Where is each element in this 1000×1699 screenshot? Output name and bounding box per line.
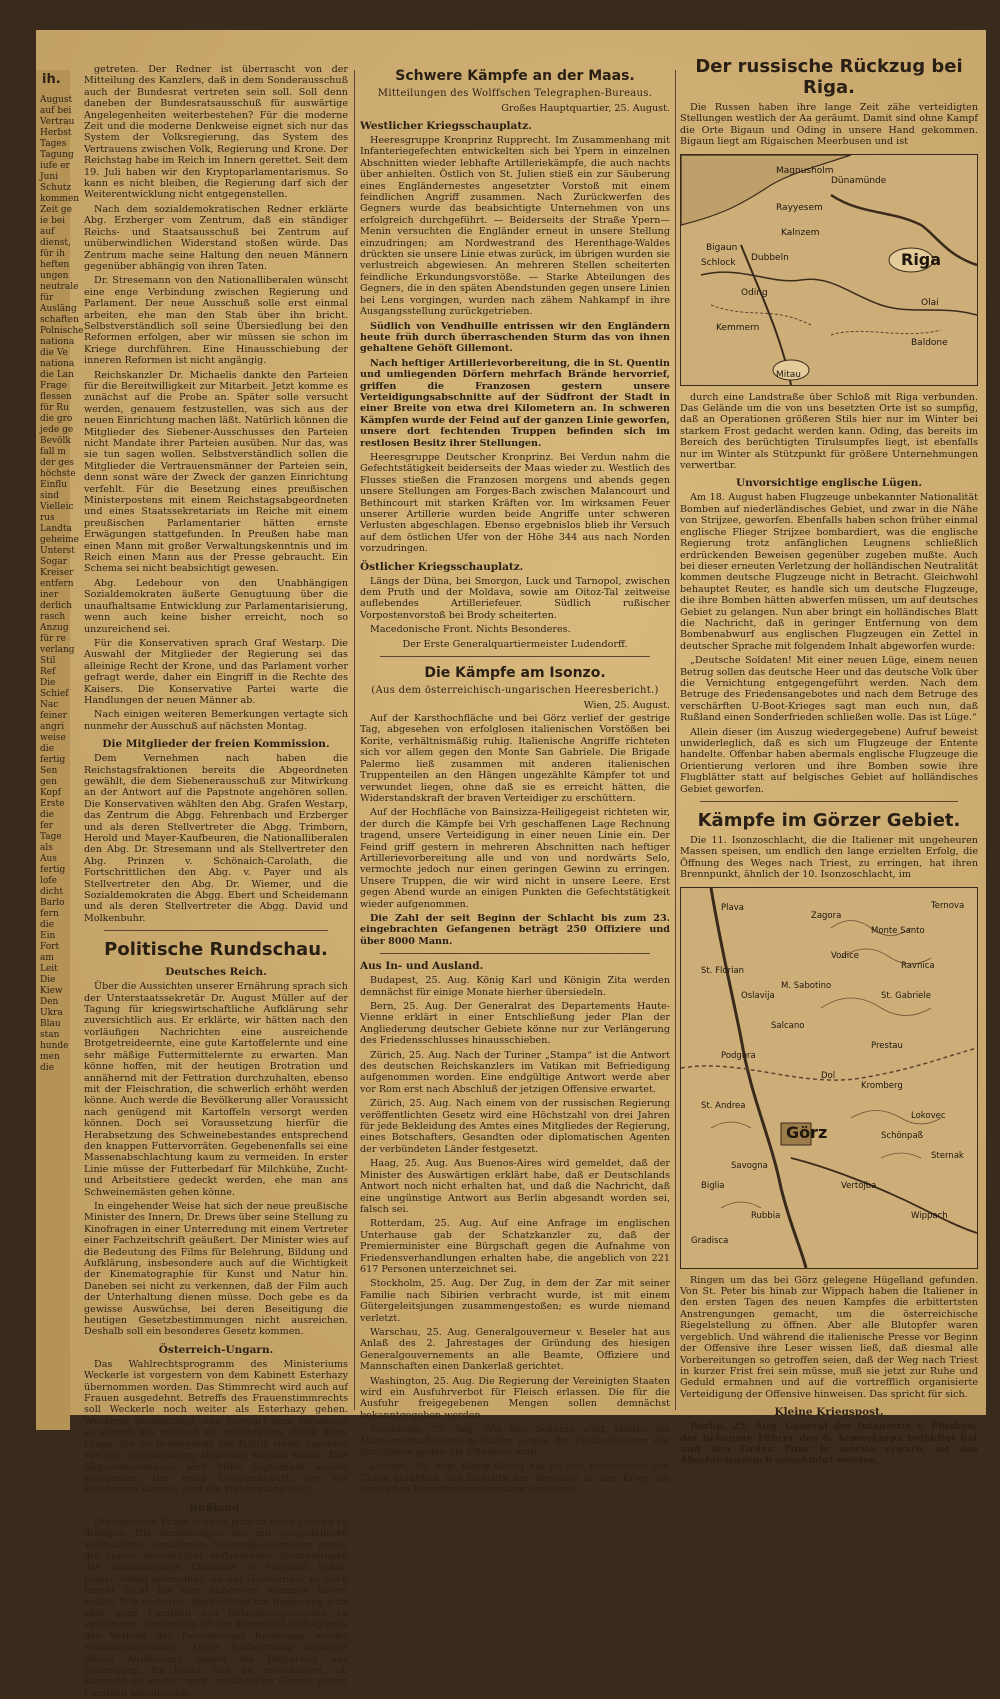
section-subtitle: Kleine Kriegspost. (774, 1406, 884, 1419)
map-label: Bigaun (706, 242, 738, 253)
news-item: Stockholm, 25. Aug. Der Zug, in dem der Zar mit seiner Familie nach Sibirien verbracht wurde, ist mit einem Gütergeleitsjungen zusammengestoßen; es wurde niemand verletzt. (360, 1278, 670, 1324)
map-label: Dubbeln (751, 252, 789, 263)
article-paragraph: Macedonische Front. Nichts Besonderes. (370, 624, 571, 636)
strip-fragment: Nac (40, 700, 59, 710)
article-paragraph: Das Wahlrechtsprogramm des Ministeriums Weckerle ist vorgestern von dem Kabinett Esterhazy übernommen worden. Das Stimmrecht wird auch auf Frauen ausgedehnt. Betreffs des Frauenstimmrechts soll Weckerle noch weiter als Esterhazy gehen. Weckerle beabsichtigt, den Entwurf dem Parlament so schnell wie möglich zu unterbreiten, damit diese Frage, die im Brennpunkt der Politik stehe, raschest von der Tagesordnung abgesetzt werden könne. Das Abgeordnetenhaus wird Mitte September wieder einberufen. Der erste Gesetzentwurf, der zur Erledigung kommt, wird die Wahlvorlage sein. (84, 1358, 348, 1496)
strip-fragment: Sogar (40, 557, 68, 567)
strip-fragment: Polnische (40, 326, 84, 336)
news-item: Zürich, 25. Aug. Nach der Turiner „Stampa“ ist die Antwort des deutschen Reichskanzlers im Vatikan mit Befriedigung aufgenommen worden. Eine endgültige Antwort werde aber vor Rom erst nach Abschluß der jetzigen Offensive erwartet. (360, 1049, 670, 1095)
map-label: Schlock (701, 257, 736, 268)
map-label: Biglia (701, 1180, 725, 1191)
article-paragraph: Berlin, 25. Aug. General der Infanterie v. Plüskow, der bekannte Führer des 8. Armeekorps befehligt hat und den Orden Pour le mérite erwarb, ist das Abschiedsgesuch genehmigt worden. (680, 1421, 978, 1467)
strip-fragment: Landta (40, 524, 72, 534)
section-heading: Die Mitglieder der freien Kommission. (102, 738, 330, 751)
strip-fragment: geheime (40, 535, 79, 545)
map-label: Sternak (931, 1150, 964, 1161)
strip-fragment: jede ge (40, 425, 74, 435)
strip-fragment: angri (40, 722, 65, 732)
strip-fragment: August (40, 95, 73, 105)
map-label: Rayyesem (776, 202, 823, 213)
article-paragraph: Abg. Ledebour von den Unabhängigen Sozialdemokraten äußerte Genugtuung über die unaufhaltsame Entwicklung zur Parlamentarisierung, wenn auch keine bisher erreicht, noch so unzureichend sei. (84, 577, 348, 635)
strip-fragment: Einflu (40, 480, 68, 490)
strip-fragment: rus (40, 513, 55, 523)
article-paragraph: In eingehender Weise hat sich der neue preußische Minister des Innern, Dr. Drews über seine Stellung zu Kinofragen in einer Unterredung mit einem Vertreter einer Fachzeitschrift geäußert. Der Minister wies auf die Bedeutung des Films für Belehrung, Bildung und Aufklärung, insbesondere auch auf die Wichtigkeit der Kinematographie für Kunst und Natur hin. Daneben sei nicht zu verkennen, daß der Film auch der Unterhaltung dienen müsse. Doch gebe es da gewisse Auswüchse, bei deren Beseitigung die heutigen Gesetzbestimmungen nicht ausreichen. Deshalb soll ein besonderes Gesetz kommen. (84, 1200, 348, 1338)
strip-fragment: fer (40, 821, 53, 831)
strip-fragment: heften (40, 260, 70, 270)
signature: Der Erste Generalquartiermeister Ludendorff. (402, 638, 628, 650)
map-label: Riga (901, 249, 942, 269)
strip-fragment: für ih (40, 249, 65, 259)
dateline: Großes Hauptquartier, 25. August. (501, 103, 670, 114)
strip-fragment: auf (40, 227, 55, 237)
section-subtitle: Rußland. (189, 1501, 243, 1514)
divider (380, 656, 650, 657)
map-label: Dünamünde (831, 175, 887, 186)
map-label: Magnusholm (776, 165, 834, 176)
article-paragraph: Längs der Düna, bei Smorgon, Luck und Tarnopol, zwischen dem Pruth und der Moldava, sowie am Oitoz-Tal zeitweise auflebendes Artilleriefeuer. Südlich rußischer Vorpostenvorstoß bei Brody scheiterten. (360, 575, 670, 621)
divider (700, 801, 958, 802)
map-label: Rubbia (751, 1210, 781, 1221)
strip-fragment: Tages (40, 139, 67, 149)
article-paragraph: Heeresgruppe Kronprinz Rupprecht. Im Zusammenhang mit Infanteriegefechten entwickelten sich bei Ypern in einzelnen Abschnitten wieder lebhafte Artilleriekämpfe, die auch nachts über anhielten. Östlich von St. Julien stieß ein zur Säuberung eines Engländernestes angesetzter Vorstoß mit einem feindlichen Angriff zusammen. Nach Zurückwerfen des Gegners wurde das beabsichtigte Unternehmen von uns erfolgreich durchgeführt. — Beiderseits der Straße Ypern—Menin versuchten die Engländer erneut in unsere Stellung einzudringen; am Nordwestrand des Herenthage-Waldes drückten sie unsere Linie etwas zurück, im übrigen wurden sie verlustreich abgewiesen. An mehreren Stellen scheiterten feindliche Erkundungsvorstöße. — Starke Abteilungen des Gegners, die in den späten Abendstunden gegen unsere Linien bei Lens vorgingen, wurden nach zähem Nahkampf in ihre Ausgangsstellung zurückgetrieben. (360, 135, 670, 318)
map-label: Wippach (911, 1210, 948, 1221)
strip-fragment: entfern (40, 579, 74, 589)
column-right (680, 48, 978, 1467)
article-paragraph: Dem Vernehmen nach haben die Reichstagsfraktionen bereits die Abgeordneten gewählt, die dem Siebenerausschuß zur Mitwirkung an der Antwort auf die Papstnote angehören sollen. Die Konservativen wählten den Abg. Grafen Westarp, das Zentrum die Abgg. Fehrenbach und Erzberger und als deren Stellvertreter die Abgg. Trimborn, Herold und Mayer-Kaufbeuren, die Nationalliberalen den Abg. Dr. Stresemann und als Stellvertreter den Abg. Prinzen v. Schönaich-Carolath, die Fortschrittlichen den Abg. v. Payer und als Stellvertreter den Abg. Dr. Wiemer, und die Sozialdemokraten die Abgg. Ebert und Scheidemann und als deren Stellvertreter die Abgg. David und Molkenbuhr. (84, 753, 348, 924)
article-paragraph: Südlich von Vendhuille entrissen wir den Engländern heute früh durch überraschenden Sturm das von ihnen gehaltene Gehöft Gillemont. (360, 320, 670, 355)
divider (380, 953, 650, 954)
strip-fragment: dienst, (40, 238, 71, 248)
article-paragraph: Die 11. Isonzoschlacht, die die Italiener mit ungeheuren Massen speisen, um endlich den lange erzielten Erfolg, die Öffnung des Weges nach Triest, zu erringen, hat ihren Brennpunkt, ähnlich der 10. Isonzoschlacht, im (680, 835, 978, 881)
strip-fragment: Leit (40, 964, 58, 974)
strip-fragment: Kiew (40, 986, 63, 996)
strip-fragment: der ges (40, 458, 74, 468)
strip-fragment: Kopf (40, 788, 61, 798)
strip-fragment: auf bei (40, 106, 72, 116)
strip-fragment: hunde (40, 1041, 69, 1051)
strip-fragment: flessen (40, 392, 72, 402)
article-title: Der russische Rückzug bei Riga. (695, 56, 963, 98)
strip-fragment: ie bei (40, 216, 66, 226)
strip-fragment: Erste (40, 799, 65, 809)
strip-fragment: Fort (40, 942, 60, 952)
strip-fragment: die Ve (40, 348, 68, 358)
strip-fragment: schaften (40, 315, 79, 325)
strip-fragment: Ukra (40, 1008, 63, 1018)
strip-fragment: sind (40, 491, 60, 501)
map-label: Kromberg (861, 1080, 903, 1091)
map-label: Kalnzem (781, 227, 820, 238)
map-label: Dol (821, 1070, 836, 1081)
strip-fragment: dicht (40, 887, 64, 897)
section-subtitle: Westlicher Kriegsschauplatz. (360, 120, 532, 132)
strip-fragment: die (40, 810, 54, 820)
strip-fragment: höchste (40, 469, 76, 479)
strip-fragment: die (40, 744, 54, 754)
article-title: Kämpfe im Görzer Gebiet. (697, 810, 961, 832)
strip-fragment: für (40, 293, 54, 303)
riga-map-drawing (681, 155, 977, 385)
strip-fragment: Frage (40, 381, 67, 391)
strip-fragment: Juni (40, 172, 59, 182)
strip-fragments (36, 95, 84, 1074)
news-item: Washington, 25. Aug. Die Regierung der Vereinigten Staaten wird ein Ausfuhrverbot für Fleisch erlassen. Die für die Ausfuhr freigegebenen Mengen sollen demnächst bekanntgegeben werden. (360, 1375, 670, 1421)
article-paragraph: Nach einigen weiteren Bemerkungen vertagte sich nunmehr der Ausschuß auf nächsten Montag. (84, 709, 348, 732)
column-rule (354, 70, 355, 1410)
article-paragraph: durch eine Landstraße über Schloß mit Riga verbunden. Das Gelände um die von uns besetzten Orte ist so sumpfig, daß an Operationen größeren Stils hier nur im Winter bei starkem Frost gedacht werden kann. Oding, das bereits im Bereich des berüchtigten Tirulsumpfes liegt, ist ebenfalls nur im Winter als Stützpunkt für größere Unternehmungen verwertbar. (680, 391, 978, 472)
article-paragraph: Am 18. August haben Flugzeuge unbekannter Nationalität Bomben auf niederländisches Gebiet, und zwar in die Nähe von Strijzee, geworfen. Ebenfalls haben schon früher einmal englische Flieger Strijzee bombardiert, was die englische Regierung trotz anfänglichen Leugnens schließlich erdrückenden Beweisen gegenüber zugeben mußte. Auch bei dieser erneuten Verletzung der holländischen Neutralität kommen deutsche Flugzeuge nicht in Betracht. Gleichwohl behauptet Reuter, es handle sich um deutsche Flugzeuge, die ihre Bomben hätten abwerfen müssen, um auf deutsches Gebiet zu gelangen. Nun aber bringt ein holländisches Blatt die Nachricht, daß in geringer Entfernung von dem Bombenabwurf aus englischen Flugzeugen ein Zettel in deutscher Sprache mit folgendem Inhalt abgeworfen wurde: (680, 492, 978, 652)
map-label: Prestau (871, 1040, 903, 1051)
news-item: Rotterdam, 25. Aug. Auf eine Anfrage im englischen Unterhause gab der Schatzkanzler zu, daß der Premierminister eine Bürgschaft gegen die Aufnahme von Friedensverhandlungen erhalten habe, die angeblich von 221 617 Personen unterzeichnet sei. (360, 1218, 670, 1275)
map-label: Schönpaß (881, 1130, 924, 1141)
strip-fragment: Den (40, 997, 59, 1007)
strip-fragment: Stil (40, 656, 56, 666)
newspaper-page (36, 30, 986, 1699)
news-item: Budapest, 25. Aug. König Karl und Königin Zita werden demnächst für einige Monate hierher übersiedeln. (360, 975, 670, 998)
strip-fragment: gen (40, 777, 57, 787)
map-label: Ternova (931, 900, 965, 911)
article-paragraph: Dr. Stresemann von den Nationalliberalen wünscht eine enge Verbindung zwischen Regierung und Parlament. Der neue Ausschuß solle erst einmal arbeiten, ehe man den Stab über ihn bricht. Selbstverständlich soll seine Übersiedlung bei den Reformen erfolgen, aber wir müssen sie schon im Kriege durchführen. Eine Hinausschiebung der inneren Reformen ist nicht angängig. (84, 275, 348, 367)
map-label: Plava (721, 902, 744, 913)
strip-fragment: Tage (40, 832, 62, 842)
column-left (84, 64, 348, 1699)
section-subtitle: Deutsches Reich. (165, 966, 267, 979)
map-label: Monte Santo (871, 925, 925, 936)
strip-fragment: die gro (40, 414, 73, 424)
strip-fragment: rasch (40, 612, 66, 622)
strip-fragment: Die (40, 975, 56, 985)
strip-fragment: derlich (40, 601, 72, 611)
section-title: Politische Rundschau. (104, 939, 328, 961)
news-item: Stockholm, 25. Aug. Wie hier bekannt wird, fanden die Massenverhaftungen in Italien wegen der Kundgebungen der Sozialisten gegen die Offensive statt. (360, 1424, 670, 1459)
map-label: M. Sabotino (781, 980, 832, 991)
article-paragraph: Allein dieser (im Auszug wiedergegebene) Aufruf beweist unwiderleglich, daß es sich um Flugzeuge der Entente handelte. Offenbar haben abermals englische Flugzeuge die Orientierung verloren und ihre Bomben sowie ihre Flugblätter statt auf belgisches Gebiet auf holländisches Gebiet geworfen. (680, 726, 978, 795)
strip-fragment: Aus (40, 854, 57, 864)
map-label: Oding (741, 287, 768, 298)
article-paragraph: Ringen um das bei Görz gelegene Hügelland gefunden. Von St. Peter bis hinab zur Wippach haben die Italiener in den ersten Tagen des neuen Kampfes die erbittertsten Anstrengungen gemacht, um die österreichische Riegelstellung zu öffnen. Aber alle Blutopfer waren vergeblich. Und während die italienische Presse vor Beginn der Offensive ihre Leser wissen ließ, daß diesmal alle Vorbereitungen so getroffen seien, daß der Weg nach Triest in kurzer Frist frei sein müsse, muß sie jetzt zur Ruhe und Geduld ermahnen und auf die vortrefflich organisierte Verteidigung der Offensive hinweisen. Das spricht für sich. (680, 1274, 978, 1400)
map-label: Vodice (831, 950, 860, 961)
news-item: Bern, 25. Aug. Der Generalrat des Departements Haute-Vienne erklärt in einer Entschließung jeder Plan der Angliederung deutscher Gebiete könne nur zur Verlängerung des Friedensschlusses hinausschieben. (360, 1001, 670, 1047)
divider (104, 930, 328, 931)
goerz-map-drawing (681, 888, 977, 1268)
article-paragraph: Nach dem sozialdemokratischen Redner erklärte Abg. Erzberger vom Zentrum, daß ein ständiger Reichs- und Staatsausschuß bei Zentrum auf unüberwindlichen Widerstand stoßen würde. Das Zentrum mache seine Haltung den neuen Männern gegenüber abhängig von ihren Taten. (84, 203, 348, 272)
strip-fragment: die (40, 1063, 54, 1073)
map-label: Zagora (811, 910, 842, 921)
article-paragraph: Nach heftiger Artillerievorbereitung, die in St. Quentin und umliegenden Dörfern mehrfach Brände hervorrief, griffen die Franzosen gestern unsere Verteidigungsabschnitte auf der Südfront der Stadt in einer Breite von etwa drei Kilometern an. In schweren Kämpfen wurde der Feind auf der ganzen Linie geworfen, unsere dort fechtenden Truppen befinden sich im restlosen Besitz ihrer Stellungen. (360, 357, 670, 449)
strip-fragment: Zeit ge (40, 205, 73, 215)
strip-fragment: Kreiser (40, 568, 74, 578)
strip-fragment: fern (40, 909, 59, 919)
column-rule (675, 70, 676, 1410)
news-item: Zürich, 25. Aug. Nach einem von der russischen Regierung veröffentlichten Gesetz wird eine Höchstzahl von drei Jahren für jede Bekleidung des Amtes eines Mitgliedes der Regierung, eines Botschafters, Gesandten oder diplomatischen Agenten der verbündeten Länder festgesetzt. (360, 1098, 670, 1155)
article-paragraph: getreten. Der Redner ist überrascht von der Mitteilung des Kanzlers, daß in dem Sonderausschuß auch der Bundesrat vertreten sein soll. Soll denn daneben der Bundesratsausschuß für auswärtige Angelegenheiten weiterbestehen? Für die moderne Zeit und die moderne Denkweise eignet sich nur das System der Volksregierung, das System des Vertrauens zwischen Volk, Regierung und Krone. Der Reichstag habe im Reich im Innern gerettet. Seit dem 19. Juli haben wir den Kryptoparlamentarismus. So kann es nicht bleiben, die Regierung darf sich der Weiterentwicklung nicht entgegenstellen. (84, 64, 348, 201)
previous-page-strip (36, 70, 84, 1430)
strip-fragment: ungen (40, 271, 69, 281)
article-paragraph: Heeresgruppe Deutscher Kronprinz. Bei Verdun nahm die Gefechtstätigkeit beiderseits der Maas wieder zu. Westlich des Flusses stießen die Franzosen morgens und abends gegen unsere Stellungen am Forges-Bach zwischen Malancourt und Bethincourt mit starken Kräften vor. Im wirksamen Feuer unserer Artillerie wurden beide Angriffe unter schweren Verlusten abgeschlagen. Ebenso ergebnislos blieb ihr Versuch auf dem östlichen Ufer von der Höhe 344 aus nach Norden vorzudringen. (360, 451, 670, 555)
map-label: Salcano (771, 1020, 805, 1031)
strip-fragment: Vielleic (40, 502, 74, 512)
article-paragraph: Über die Aussichten unserer Ernährung sprach sich der Unterstaatssekretär Dr. August Müller auf der Tagung für kriegswirtschaftliche Aufklärung sehr zuversichtlich aus. Er erklärte, wir hätten nach den vorläufigen Nachrichten eine ausreichende Brotgetreideernte, eine gute Kartoffelernte und eine sehr mäßige Futtermittelernte zu erwarten. Man könne hoffen, mit der heutigen Brotration und annähernd mit der Fettration durchzuhalten, ebenso mit der Fleischration, die schwerlich erhöht werden könne. Auch werde die Bevölkerung aller Voraussicht nach genügend mit Kartoffeln versorgt werden können. Doch sei Voraussetzung hierfür die Herabsetzung des Schweinebestandes entsprechend den knappen Futtervorräten. Gegebenenfalls sei eine Massenabschlachtung kaum zu vermeiden. In erster Linie müsse der Futterbedarf für Milchkühe, Zucht- und Arbeitstiere gedeckt werden, ehe man ans Schweinemästen gehen könne. (84, 981, 348, 1198)
strip-fragment: Tagung (40, 150, 74, 160)
strip-fragment: für re (40, 634, 66, 644)
strip-fragment: Schutz (40, 183, 72, 193)
map-label: St. Gabriele (881, 990, 931, 1001)
strip-fragment: nationa (40, 359, 75, 369)
strip-fragment: iner (40, 590, 59, 600)
news-item: Haag, 25. Aug. Aus Buenos-Aires wird gemeldet, daß der Minister des Auswärtigen erklärt habe, daß er Deutschlands Antwort noch nicht erhalten hat, und daß die Nachricht, daß eine ungünstige Antwort aus Berlin abgesandt worden sei, falsch sei. (360, 1158, 670, 1215)
strip-fragment: Vertrau (40, 117, 75, 127)
map-label: Olai (921, 297, 939, 308)
column-middle (360, 60, 670, 1496)
strip-fragment: Die (40, 678, 56, 688)
strip-fragment: iufe er (40, 161, 70, 171)
map-label: Gradisca (691, 1235, 729, 1246)
map-label: St. Florian (701, 965, 745, 976)
map-label: Oslavija (741, 990, 775, 1001)
section-subtitle: Österreich-Ungarn. (158, 1343, 274, 1356)
article-title: Schwere Kämpfe an der Maas. (395, 68, 635, 84)
strip-fragment: stan (40, 1030, 60, 1040)
strip-fragment: für Ru (40, 403, 69, 413)
article-paragraph: Die finnische Frage scheint jetzt zu einer Lösung zu drängen. Die Bemühungen des mit ausgedehnten Vollmachten versehenen Generalgouverneurs gegen die immer unverhüllter auftretenden Bestrebungen der sozialistischen Elemente in Finnland haben bisher wenig gefruchtet, da der Gouverneur es noch immer nicht bis zum äußersten kommen lassen wollte. Wie verlautet, beabsichtigt die Regierung jetzt aber ganz Finnland den Belagerungszustand zu verhängen. Inzwischen ist der finnische Landtag trotz des Verbots der Petersburger Regierung wieder zusammengetreten. Diese Einberufung bedeutet offene Auflehnung gegen die Regierung aus Petersburg. Es bleibt nun zu entscheiden, ob Kerenski es wagen wird, militärische Gewalt gegen Finnland aufzubieten. (84, 1516, 348, 1699)
article-paragraph: Reichskanzler Dr. Michaelis dankte den Parteien für die Bereitwilligkeit zur Mitarbeit. Jetzt komme es zunächst auf die Probe an. Später solle versucht werden, genauem festzustellen, was sich aus der neuen Einrichtung machen läßt. Natürlich können die Mitglieder des Siebener-Ausschusses den Parteien nicht Mandate ihrer Parteien ausüben. Nur das, was sie tun sagen wollen. Selbstverständlich sollen die Mitglieder die Vertrauensmänner der Parteien sein, denn sonst wäre der Zweck der ganzen Einrichtung verfehlt. Für die Besetzung eines preußischen Ministerpostens mit einem Reichstagsabgeordneten und eines Staatssekretariats im Reiche mit einem preußischen Parlamentarier hätten ernste Erwägungen stattgefunden. In Preußen habe man einen Mann mit großer Verwaltungskenntnis und im Reich einen Mann aus der Presse gebraucht. Ein Schema sei nicht beabsichtigt gewesen. (84, 369, 348, 575)
map-label: Podgora (721, 1050, 756, 1061)
map-label: St. Andrea (701, 1100, 746, 1111)
strip-fragment: Anzug (40, 623, 69, 633)
section-subtitle: Aus In- und Ausland. (360, 960, 484, 973)
strip-fragment: die Lan (40, 370, 74, 380)
article-title: Die Kämpfe am Isonzo. (424, 665, 606, 682)
strip-fragment: fertig (40, 755, 66, 765)
goerz-map (680, 887, 978, 1269)
dateline: Wien, 25. August. (583, 700, 670, 712)
article-paragraph: Die Zahl der seit Beginn der Schlacht bis zum 23. eingebrachten Gefangenen beträgt 250 Offiziere und über 8000 Mann. (360, 912, 670, 947)
strip-fragment: men (40, 1052, 60, 1062)
strip-fragment: Ref (40, 667, 56, 677)
strip-fragment: Sen (40, 766, 58, 776)
section-subtitle: Östlicher Kriegsschauplatz. (360, 560, 524, 573)
strip-fragment: Bevölk (40, 436, 71, 446)
strip-fragment: fall m (40, 447, 66, 457)
map-label: Mitau (776, 369, 802, 380)
strip-fragment: Barlo (40, 898, 65, 908)
strip-fragment: Blau (40, 1019, 61, 1029)
strip-fragment: nationa (40, 337, 75, 347)
strip-fragment: weise (40, 733, 66, 743)
strip-fragment: kommen (40, 194, 80, 204)
strip-fragment: neutrale (40, 282, 79, 292)
map-label: Baldone (911, 337, 948, 348)
strip-fragment: Ein (40, 931, 56, 941)
section-subtitle: Unvorsichtige englische Lügen. (735, 477, 923, 490)
article-paragraph: Für die Konservativen sprach Graf Westarp. Die Auswahl der Mitglieder der Regierung sei das alleinige Recht der Krone, und das Parlament vorher gefragt werde, daher ein Eingriff in die Rechte des Kaisers. Die Konservative Partei warte die Handlungen der neuen Männer ab. (84, 637, 348, 706)
article-source: (Aus dem österreichisch-ungarischen Heeresbericht.) (371, 685, 659, 697)
map-label: Görz (786, 1122, 828, 1142)
strip-heading: ih. (42, 72, 61, 87)
article-paragraph: Auf der Hochfläche von Bainsizza-Heiligegeist richteten wir, der durch die Kämpfe bei Vrh geschaffenen Lage Rechnung tragend, unsere Verteidigung in einer neuen Linie ein. Der Feind griff gestern in mehreren Abschnitten nach heftiger Artillerievorbereitung alle und von und nordwärts Selo, vermochte jedoch nur einen geringen Gewinn zu erringen. Unsere Truppen, die wir wird nicht in unsere Leere. Erst gegen Abend wurde an einigen Punkten die Gefechtstätigkeit wieder aufgenommen. (360, 807, 670, 910)
map-label: Lokovec (911, 1110, 946, 1121)
strip-fragment: Schief (40, 689, 69, 699)
map-label: Vertojba (841, 1180, 877, 1191)
riga-map (680, 154, 978, 386)
strip-fragment: die (40, 920, 54, 930)
strip-fragment: lofe (40, 876, 57, 886)
news-item: London, 25. Aug. König Georg hat an den Präsidenten von China anläßlich des Eintritts der Republik in den Krieg ein herzliches Begrüßungstelegramm gerichtet. (360, 1461, 670, 1496)
strip-fragment: verlang (40, 645, 75, 655)
strip-fragment: am (40, 953, 54, 963)
article-paragraph: „Deutsche Soldaten! Mit einer neuen Lüge, einem neuen Betrug sollen das deutsche Heer und das deutsche Volk über die Vernichtung entgegengeführt werden. Nach dem Betruge des Friedensangebotes und nach dem Betruge des verschärften U-Boot-Krieges sagt man euch nun, daß Rußland einen Sonderfrieden schließen wolle. Das ist Lüge.“ (680, 655, 978, 724)
article-source: Mitteilungen des Wolffschen Telegraphen-Bureaus. (377, 88, 653, 99)
strip-fragment: Ausläng (40, 304, 77, 314)
map-label: Savogna (731, 1160, 768, 1171)
map-label: Ravnica (901, 960, 935, 971)
news-item: Warschau, 25. Aug. Generalgouverneur v. Beseler hat aus Anlaß des 2. Jahrestages der Gründung des hiesigen Generalgouvernements an alle Beamte, Offiziere und Mannschaften einen Dankerlaß gerichtet. (360, 1326, 670, 1373)
article-paragraph: Auf der Karsthochfläche und bei Görz verlief der gestrige Tag, abgesehen von erfolglosen italienischen Vorstößen bei Korite, verhältnismäßig ruhig. Italienische Angriffe richteten sich vor allem gegen den Monte San Gabriele. Die Brigade Palermo ließ zusammen mit anderen italienischen Truppenteilen an den Hängen ungezählte Kämpfer tot und verwundet liegen, ohne daß sie es erreicht hätten, die Widerstandskraft der braven Verteidiger zu erschüttern. (360, 713, 670, 804)
strip-fragment: feiner (40, 711, 67, 721)
article-paragraph: Die Russen haben ihre lange Zeit zähe verteidigten Stellungen westlich der Aa geräumt. Damit sind ohne Kampf die Orte Bigaun und Oding in unsere Hand gekommen. Bigaun liegt am Rigaischen Meerbusen und ist (680, 102, 978, 148)
strip-fragment: als (40, 843, 53, 853)
strip-fragment: Unterst (40, 546, 75, 556)
strip-fragment: fertig (40, 865, 66, 875)
map-label: Kemmern (716, 322, 760, 333)
strip-fragment: Herbst (40, 128, 72, 138)
